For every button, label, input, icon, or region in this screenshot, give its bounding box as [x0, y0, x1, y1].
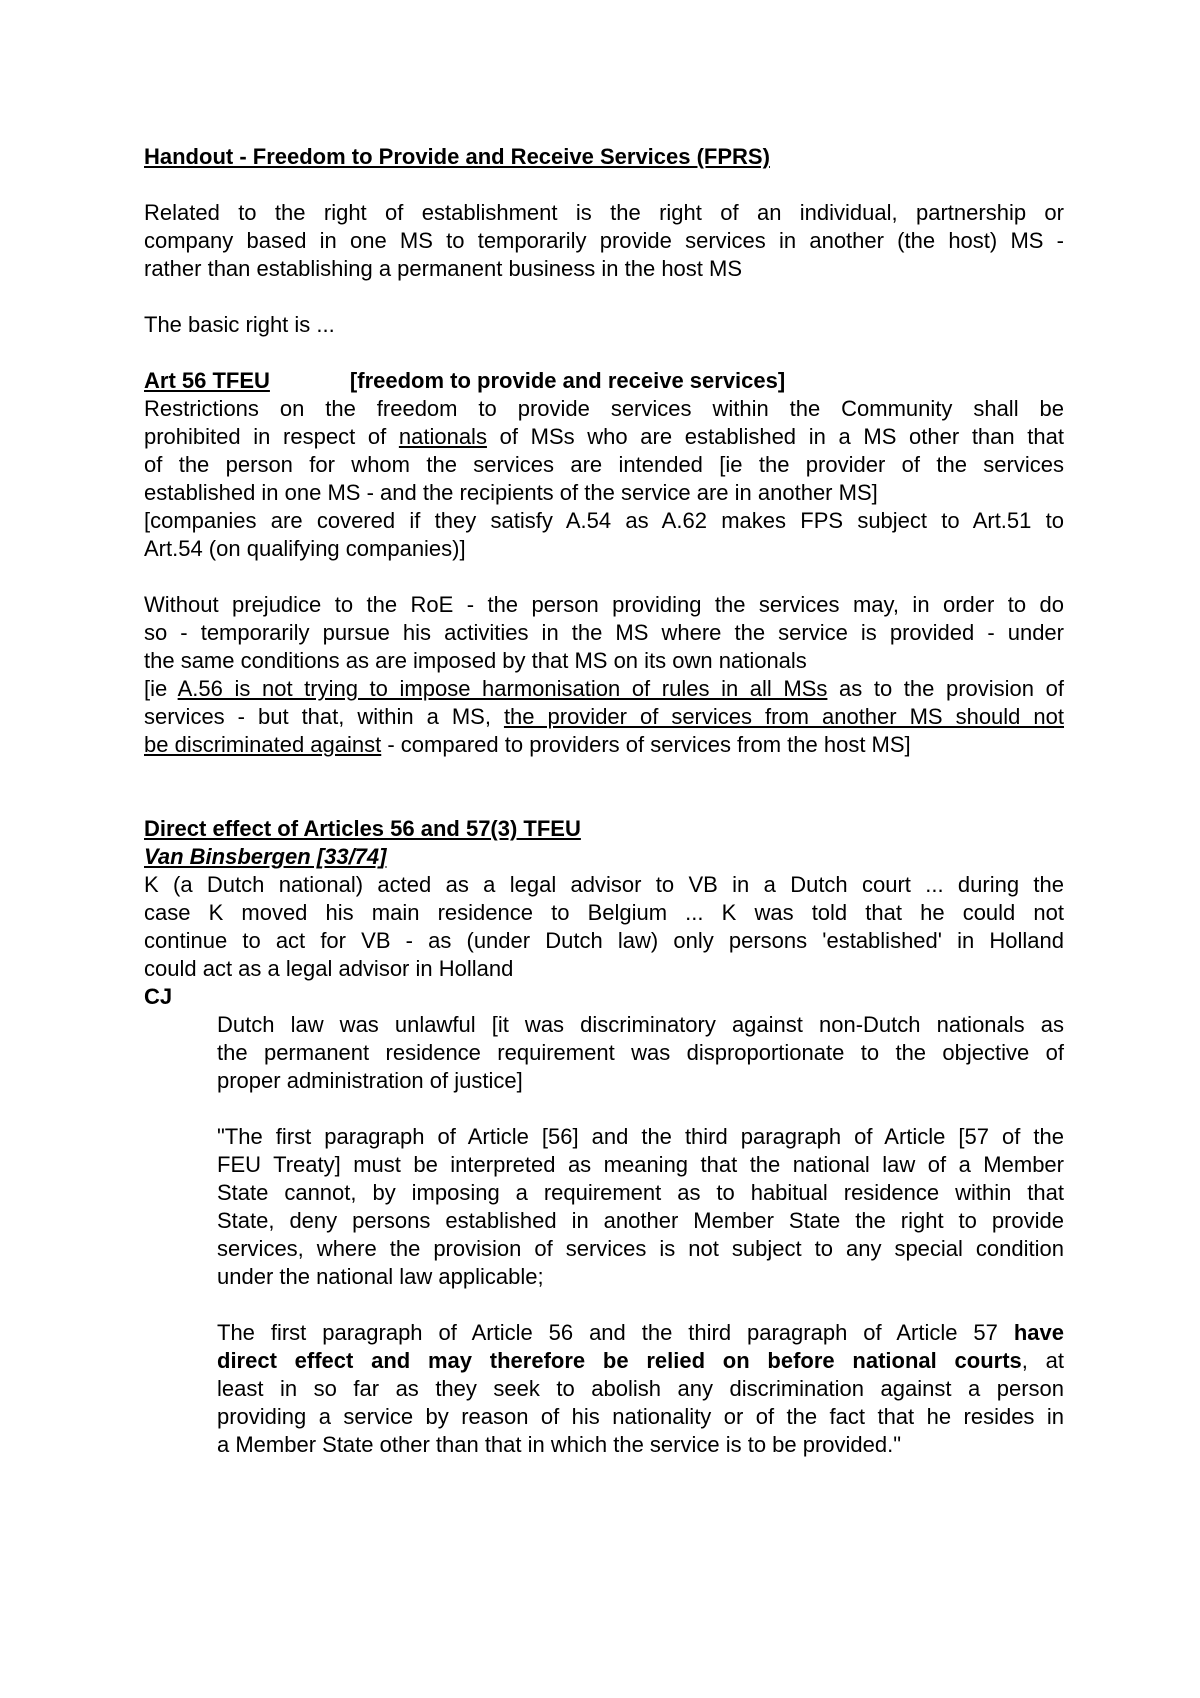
intro-paragraph [144, 199, 1064, 283]
text-line: Restrictions on the freedom to provide services within the Community shall be [144, 396, 1064, 421]
text-line: State, deny persons established in another Member State the right to provide [217, 1208, 1064, 1233]
spacer [144, 171, 1064, 199]
text-run: - compared to providers of services from the host MS] [381, 732, 911, 757]
text-line: the permanent residence requirement was disproportionate to the objective of [217, 1040, 1064, 1065]
text-line: FEU Treaty] must be interpreted as meaning that the national law of a Member [217, 1152, 1064, 1177]
direct-effect-heading: Direct effect of Articles 56 and 57(3) TFEU [144, 816, 581, 841]
cj-holding-quote [144, 1123, 1064, 1291]
text-line: could act as a legal advisor in Holland [144, 956, 514, 981]
text-line [144, 675, 1064, 703]
cj-direct-effect-quote [144, 1319, 1064, 1459]
text-line: services, where the provision of services is not subject to any special condition [217, 1236, 1064, 1261]
text-line [144, 423, 1064, 451]
text-line: "The first paragraph of Article [56] and the third paragraph of Article [57 of the [217, 1124, 1064, 1149]
text-line [144, 703, 1064, 731]
case-name: Van Binsbergen [33/74] [144, 844, 387, 869]
text-line: case K moved his main residence to Belgium ... K was told that he could not [144, 900, 1064, 925]
text-line: Art.54 (on qualifying companies)] [144, 536, 466, 561]
bold-phrase: have [1013, 1320, 1064, 1345]
text-run: prohibited in respect of [144, 424, 399, 449]
text-line: rather than establishing a permanent business in the host MS [144, 256, 743, 281]
text-line: the same conditions as are imposed by that MS on its own nationals [144, 648, 807, 673]
text-line: proper administration of justice] [217, 1068, 523, 1093]
text-line: Dutch law was unlawful [it was discriminatory against non-Dutch nationals as [217, 1012, 1064, 1037]
spacer [144, 1095, 1064, 1123]
text-line [217, 1347, 1064, 1375]
text-run: The first paragraph of Article 56 and the third paragraph of Article 57 [217, 1320, 1014, 1345]
underlined-phrase: A.56 is not trying to impose harmonisation of rules in all MSs [177, 676, 828, 701]
text-run: [ie [144, 676, 178, 701]
text-line: Without prejudice to the RoE - the person providing the services may, in order to do [144, 592, 1064, 617]
underlined-phrase: be discriminated against [144, 732, 382, 757]
cj-holding-1 [144, 1011, 1064, 1095]
text-line [217, 1319, 1064, 1347]
cj-label: CJ [144, 984, 173, 1009]
text-run: as to the provision of [827, 676, 1064, 701]
text-run: , at [1021, 1348, 1064, 1373]
text-line: Related to the right of establishment is the right of an individual, partnership or [144, 200, 1064, 225]
art56-heading: Art 56 TFEU [144, 368, 270, 393]
text-line: continue to act for VB - as (under Dutch law) only persons 'established' in Holland [144, 928, 1064, 953]
underlined-term: nationals [398, 424, 487, 449]
text-line: of the person for whom the services are intended [ie the provider of the services [144, 452, 1064, 477]
case-facts [144, 871, 1064, 983]
bold-phrase: direct effect and may therefore be relied on before national courts [217, 1348, 1022, 1373]
text-line: providing a service by reason of his nationality or of the fact that he resides in [217, 1404, 1064, 1429]
text-line: least in so far as they seek to abolish any discrimination against a person [217, 1376, 1064, 1401]
text-line: established in one MS - and the recipients of the service are in another MS] [144, 480, 878, 505]
art56-paragraph-1 [144, 395, 1064, 563]
spacer [144, 759, 1064, 815]
spacer [144, 1291, 1064, 1319]
basic-right-text: The basic right is ... [144, 312, 335, 337]
spacer [144, 339, 1064, 367]
text-run: services - but that, within a MS, [144, 704, 504, 729]
text-run: of MSs who are established in a MS other than that [486, 424, 1064, 449]
spacer [144, 283, 1064, 311]
art56-heading-line [144, 367, 1064, 395]
text-line: a Member State other than that in which the service is to be provided." [217, 1432, 902, 1457]
text-line: so - temporarily pursue his activities in the MS where the service is provided - under [144, 620, 1064, 645]
text-line: [companies are covered if they satisfy A.54 as A.62 makes FPS subject to Art.51 to [144, 508, 1064, 533]
art56-subheading: [freedom to provide and receive services] [349, 368, 786, 393]
text-line: company based in one MS to temporarily provide services in another (the host) MS - [144, 228, 1064, 253]
document-title: Handout - Freedom to Provide and Receive Services (FPRS) [144, 144, 770, 169]
text-line: State cannot, by imposing a requirement as to habitual residence within that [217, 1180, 1064, 1205]
text-line: K (a Dutch national) acted as a legal advisor to VB in a Dutch court ... during the [144, 872, 1064, 897]
underlined-phrase: the provider of services from another MS should not [503, 704, 1064, 729]
text-line: under the national law applicable; [217, 1264, 544, 1289]
text-line [144, 731, 1064, 759]
spacer [144, 563, 1064, 591]
document-page [144, 143, 1064, 1459]
art56-paragraph-2 [144, 591, 1064, 759]
